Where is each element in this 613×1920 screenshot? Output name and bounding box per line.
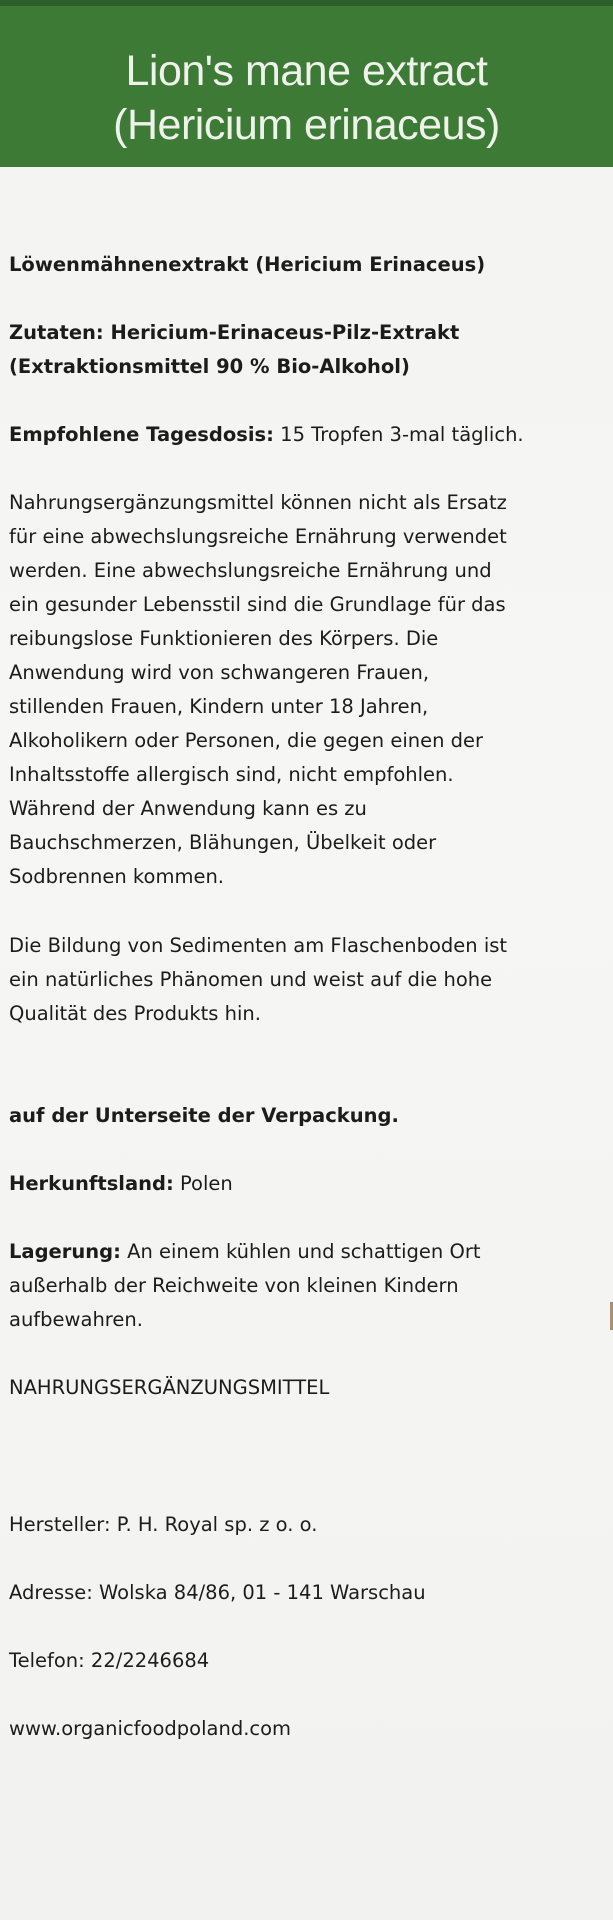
warning-line: Sodbrennen kommen. xyxy=(9,865,224,888)
warning-line: Alkoholikern oder Personen, die gegen einen der xyxy=(9,729,484,752)
sediment-line: Qualität des Produkts hin. xyxy=(9,1002,261,1025)
warning-line: für eine abwechslungsreiche Ernährung verwendet xyxy=(9,525,507,548)
warning-paragraph xyxy=(9,486,609,894)
ingredients-line: (Extraktionsmittel 90 % Bio-Alkohol) xyxy=(9,355,410,378)
category: NAHRUNGSERGÄNZUNGSMITTEL xyxy=(9,1376,330,1399)
dosage-label: Empfohlene Tagesdosis: xyxy=(9,423,274,446)
sediment-line: Die Bildung von Sedimenten am Flaschenboden ist xyxy=(9,934,508,957)
product-name: Löwenmähnenextrakt (Hericium Erinaceus) xyxy=(9,253,486,276)
storage-line xyxy=(9,1235,609,1269)
storage-value: An einem kühlen und schattigen Ort xyxy=(120,1240,481,1263)
warning-line: werden. Eine abwechslungsreiche Ernährung und xyxy=(9,559,492,582)
warning-line: Inhaltsstoffe allergisch sind, nicht empfohlen. xyxy=(9,763,454,786)
website: www.organicfoodpoland.com xyxy=(9,1717,292,1740)
manufacturer: Hersteller: P. H. Royal sp. z o. o. xyxy=(9,1513,318,1536)
warning-line: reibungslose Funktionieren des Körpers. Die xyxy=(9,627,439,650)
origin-value: Polen xyxy=(173,1172,233,1195)
latin-subtitle: (Hericium erinaceus) xyxy=(113,101,500,149)
english-title: Lion's mane extract xyxy=(125,47,488,95)
origin-label: Herkunftsland: xyxy=(9,1172,174,1195)
origin xyxy=(9,1167,609,1201)
warning-line: Während der Anwendung kann es zu xyxy=(9,797,367,820)
warning-line: Bauchschmerzen, Blähungen, Übelkeit oder xyxy=(9,831,437,854)
storage-line: aufbewahren. xyxy=(9,1308,143,1331)
title-banner xyxy=(0,0,613,167)
warning-line: stillenden Frauen, Kindern unter 18 Jahren, xyxy=(9,695,429,718)
warning-line: Nahrungsergänzungsmittel können nicht als Ersatz xyxy=(9,491,507,514)
ingredients-line: Zutaten: Hericium-Erinaceus-Pilz-Extrakt xyxy=(9,321,460,344)
address: Adresse: Wolska 84/86, 01 - 141 Warschau xyxy=(9,1581,426,1604)
storage xyxy=(9,1235,609,1337)
warning-line: Anwendung wird von schwangeren Frauen, xyxy=(9,661,430,684)
sediment-paragraph xyxy=(9,929,609,1031)
phone: Telefon: 22/2246684 xyxy=(9,1649,210,1672)
dosage-value: 15 Tropfen 3-mal täglich. xyxy=(273,423,524,446)
ingredients xyxy=(9,316,609,384)
packaging-note: auf der Unterseite der Verpackung. xyxy=(9,1104,399,1127)
sediment-line: ein natürliches Phänomen und weist auf die hohe xyxy=(9,968,493,991)
storage-line: außerhalb der Reichweite von kleinen Kindern xyxy=(9,1274,459,1297)
storage-label: Lagerung: xyxy=(9,1240,121,1263)
warning-line: ein gesunder Lebensstil sind die Grundlage für das xyxy=(9,593,506,616)
dosage xyxy=(9,418,609,452)
